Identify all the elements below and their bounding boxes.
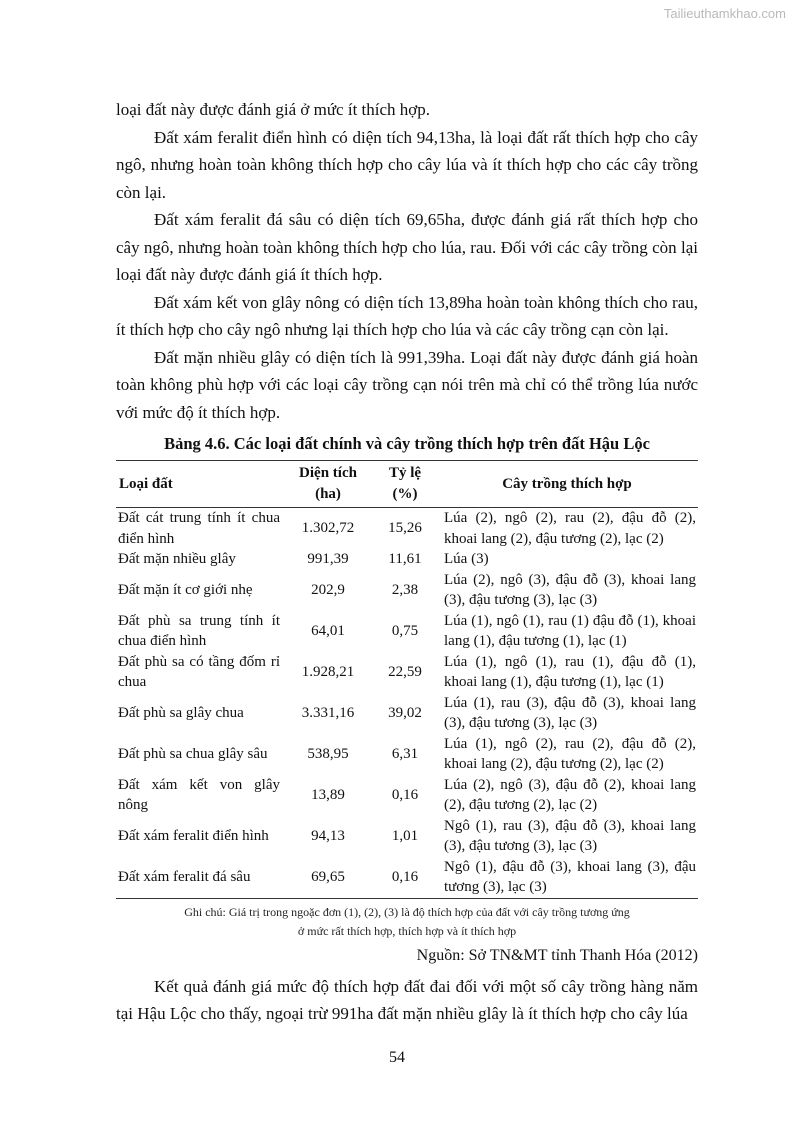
cell-crops: Lúa (1), ngô (1), rau (1), đậu đỗ (1), khoai lang (1), đậu tương (1), lạc (1) (444, 653, 696, 690)
cell-ratio: 0,75 (391, 622, 419, 639)
cell-ratio: 2,38 (391, 581, 419, 598)
header-crops: Cây trồng thích hợp (436, 461, 698, 508)
cell-ratio: 0,16 (391, 868, 419, 885)
paragraph: Đất xám kết von glây nông có diện tích 13,89ha hoàn toàn không thích cho rau, ít thích hợp cho cây ngô nhưng lại thích hợp cho lúa và các cây trồng cạn còn lại. (116, 292, 698, 339)
cell-crops: Ngô (1), đậu đỗ (3), khoai lang (3), đậu tương (3), lạc (3) (444, 858, 696, 895)
cell-ratio: 39,02 (388, 704, 422, 721)
cell-crops: Lúa (2), ngô (3), đậu đỗ (3), khoai lang (3), đậu tương (3), lạc (3) (444, 571, 696, 608)
cell-area: 202,9 (311, 581, 345, 598)
cell-ratio: 6,31 (391, 745, 419, 762)
table-row (116, 652, 698, 693)
table-row (116, 857, 698, 899)
cell-soil: Đất mặn nhiều glây (118, 551, 236, 567)
page-body (116, 96, 698, 1028)
cell-crops: Lúa (1), rau (3), đậu đỗ (3), khoai lang (3), đậu tương (3), lạc (3) (444, 694, 696, 731)
cell-area: 538,95 (307, 745, 349, 762)
watermark: Tailieuthamkhao.com (663, 6, 786, 21)
cell-crops: Ngô (1), rau (3), đậu đỗ (3), khoai lang (3), đậu tương (3), lạc (3) (444, 817, 696, 854)
cell-soil: Đất xám feralit điển hình (118, 827, 269, 844)
table-row (116, 734, 698, 775)
cell-area: 69,65 (311, 868, 345, 885)
table-row (116, 693, 698, 734)
cell-ratio: 1,01 (391, 827, 419, 844)
paragraph: Đất mặn nhiều glây có diện tích là 991,39ha. Loại đất này được đánh giá hoàn toàn không phù hợp với các loại cây trồng cạn nói trên mà chỉ có thể trồng lúa nước với mức độ ít thích hợp. (116, 347, 698, 422)
cell-ratio: 0,16 (391, 786, 419, 803)
cell-soil: Đất cát trung tính ít chua điển hình (118, 510, 280, 547)
cell-soil: Đất phù sa trung tính ít chua điển hình (118, 612, 280, 649)
table-row (116, 775, 698, 816)
cell-ratio: 15,26 (388, 520, 422, 537)
header-soil: Loại đất (116, 461, 282, 508)
cell-crops: Lúa (1), ngô (2), rau (2), đậu đỗ (2), khoai lang (2), đậu tương (2), lạc (2) (444, 735, 696, 772)
table-note-line2: ở mức rất thích hợp, thích hợp và ít thích hợp (297, 923, 517, 938)
cell-crops: Lúa (2), ngô (2), rau (2), đậu đỗ (2), khoai lang (2), đậu tương (2), lạc (2) (444, 510, 696, 547)
table-title: Bảng 4.6. Các loại đất chính và cây trồng thích hợp trên đất Hậu Lộc (164, 434, 650, 453)
cell-soil: Đất xám kết von glây nông (118, 776, 280, 813)
cell-ratio: 22,59 (388, 663, 422, 680)
cell-soil: Đất phù sa có tầng đốm rỉ chua (118, 653, 280, 690)
page-number: 54 (389, 1049, 405, 1066)
cell-soil: Đất phù sa glây chua (118, 704, 244, 721)
cell-soil: Đất xám feralit đá sâu (118, 868, 251, 885)
header-area-line2: (ha) (315, 486, 341, 502)
table-header-row (116, 461, 698, 508)
cell-crops: Lúa (1), ngô (1), rau (1) đậu đỗ (1), khoai lang (1), đậu tương (1), lạc (1) (444, 612, 696, 649)
cell-soil: Đất phù sa chua glây sâu (118, 745, 268, 762)
cell-area: 13,89 (311, 786, 345, 803)
table-row (116, 816, 698, 857)
header-area-line1: Diện tích (299, 465, 357, 481)
cell-area: 1.928,21 (301, 663, 355, 680)
cell-area: 64,01 (311, 622, 345, 639)
table-note (116, 903, 698, 941)
cell-area: 3.331,16 (301, 704, 355, 721)
table-row (116, 570, 698, 611)
header-ratio (374, 461, 436, 508)
cell-area: 991,39 (307, 551, 349, 567)
cell-ratio: 11,61 (388, 551, 422, 567)
paragraph: Đất xám feralit đá sâu có diện tích 69,65ha, được đánh giá rất thích hợp cho cây ngô, nhưng hoàn toàn không thích hợp cho lúa, rau. Đối với các cây trồng còn lại loại đất này được đánh giá ít thích hợp. (116, 210, 698, 284)
table-source: Nguồn: Sở TN&MT tỉnh Thanh Hóa (2012) (416, 946, 698, 964)
cell-crops: Lúa (3) (444, 551, 489, 567)
cell-area: 1.302,72 (301, 520, 355, 537)
paragraph: Đất xám feralit điển hình có diện tích 94,13ha, là loại đất rất thích hợp cho cây ngô, nhưng hoàn toàn không thích hợp cho cây lúa và ít thích hợp cho các cây trồng còn lại. (116, 127, 698, 202)
cell-area: 94,13 (311, 827, 345, 844)
header-ratio-line2: (%) (392, 486, 418, 502)
paragraph: loại đất này được đánh giá ở mức ít thích hợp. (116, 100, 431, 119)
paragraph: Kết quả đánh giá mức độ thích hợp đất đai đối với một số cây trồng hàng năm tại Hậu Lộc cho thấy, ngoại trừ 991ha đất mặn nhiều glây là ít thích hợp cho cây lúa (116, 976, 698, 1023)
cell-soil: Đất mặn ít cơ giới nhẹ (118, 581, 253, 598)
table-row (116, 611, 698, 652)
soil-crop-table (116, 460, 698, 899)
table-row (116, 549, 698, 570)
header-area (282, 461, 374, 508)
cell-crops: Lúa (2), ngô (3), đậu đỗ (2), khoai lang (2), đậu tương (2), lạc (2) (444, 776, 696, 813)
table-note-line1: Ghi chú: Giá trị trong ngoặc đơn (1), (2), (3) là độ thích hợp của đất với cây trồng tương ứng (184, 904, 630, 919)
header-ratio-line1: Tỷ lệ (388, 465, 422, 481)
table-row (116, 508, 698, 550)
